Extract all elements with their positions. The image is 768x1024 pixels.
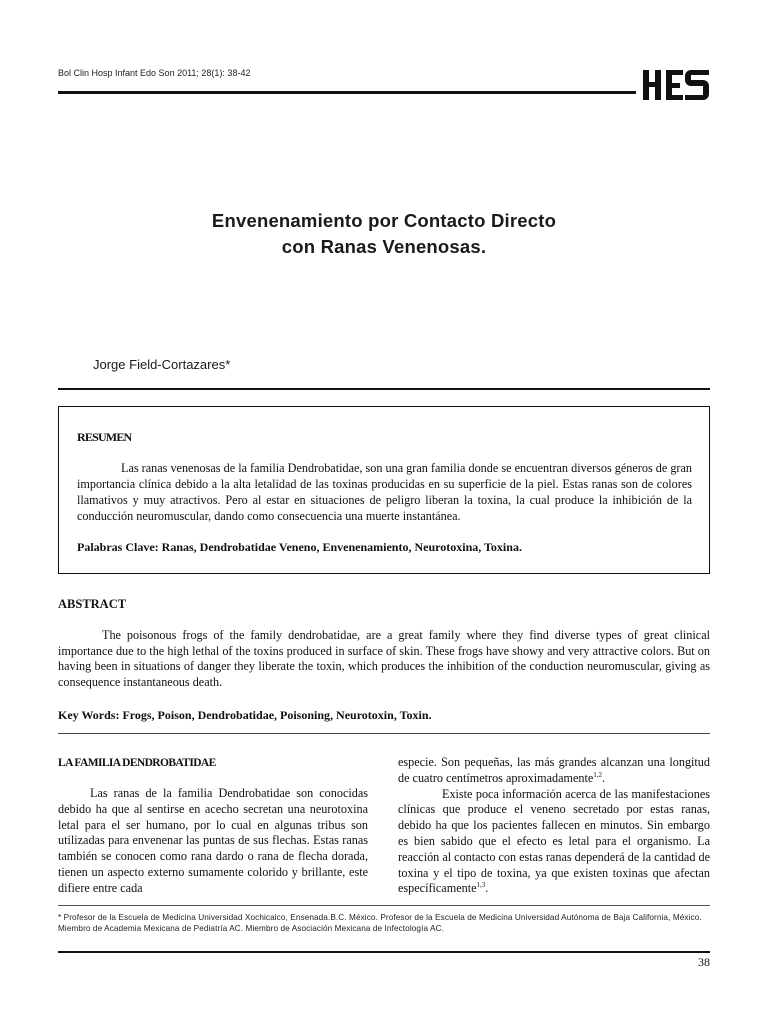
body-column-left (58, 786, 368, 897)
resumen-box (58, 406, 710, 574)
author-name: Jorge Field-Cortazares* (93, 357, 231, 372)
article-title (58, 208, 710, 260)
col2-paragraph-2 (398, 787, 710, 898)
page-number: 38 (698, 955, 710, 969)
footer-rule (58, 951, 710, 953)
title-line-2: con Ranas Venenosas. (281, 236, 487, 257)
abstract-rule (58, 733, 710, 734)
header-rule (58, 91, 636, 94)
abstract-body (58, 628, 710, 690)
resumen-keywords: Palabras Clave: Ranas, Dendrobatidae Veneno, Envenenamiento, Neurotoxina, Toxina. (77, 540, 522, 554)
col2-paragraph-2-text: Existe poca información acerca de las manifestaciones clínicas que produce el veneno secretado por estas ranas, debido ha que los pacientes fallecen en minutos. Sin embargo es bien sabido que el efecto es letal para el organismo. La reacción al contacto con estas ranas dependerá de la cantidad de toxina y el tipo de toxina, ya que existen toxinas que afectan específicamente (398, 786, 710, 896)
abstract-heading: ABSTRACT (58, 597, 127, 611)
journal-logo (641, 66, 713, 102)
resumen-heading: RESUMEN (77, 430, 132, 444)
abstract-paragraph: The poisonous frogs of the family dendrobatidae, are a great family where they find diverse types of great clinical importance due to the high lethal of the toxins produced in surface of skin. These frogs have showy and very attractive colors. But on having been in situations of danger they liberate the toxin, which produces the inhibition of the conduction neuromuscular, giving as consequence instantaneous death. (58, 628, 710, 689)
body-column-right (398, 755, 710, 897)
footnote-rule (58, 905, 710, 906)
abstract-keywords: Key Words: Frogs, Poison, Dendrobatidae, Poisoning, Neurotoxin, Toxin. (58, 708, 432, 722)
author-rule (58, 388, 710, 390)
col1-paragraph: Las ranas de la familia Dendrobatidae son conocidas debido ha que al sentirse en acecho secretan una neurotoxina letal para el ser humano, por lo cual en algunas tribus son utilizadas para envenenar las puntas de sus flechas. Estas ranas también se conocen como rana dardo o rana de flecha dorada, tienen un aspecto externo sumamente colorido y brillante, este difiere entre cada (58, 786, 368, 895)
citation-ref: 1,2 (593, 770, 603, 779)
col2-paragraph-1-text: especie. Son pequeñas, las más grandes alcanzan una longitud de cuatro centímetros aproximadamente (398, 755, 710, 785)
col2-paragraph-1 (398, 755, 710, 787)
citation-ref: 1,3 (476, 881, 486, 890)
journal-citation: Bol Clin Hosp Infant Edo Son 2011; 28(1): 38-42 (58, 68, 251, 78)
col2-paragraph-1-end: . (602, 770, 606, 785)
title-line-1: Envenenamiento por Contacto Directo (211, 210, 557, 231)
resumen-paragraph: Las ranas venenosas de la familia Dendrobatidae, son una gran familia donde se encuentran diversos géneros de gran importancia clínica debido a la alta letalidad de las toxinas producidas en su superficie de la piel. Estas ranas son de colores llamativos y muy atractivos. Pero al estar en situaciones de peligro liberan la toxina, la cual produce la inhibición de la conducción neuromuscular, dando como consecuencia una muerte instantánea. (77, 461, 692, 523)
col2-paragraph-2-end: . (485, 881, 489, 896)
author-footnote: * Profesor de la Escuela de Medicina Universidad Xochicalco, Ensenada.B.C. México. Profesor de la Escuela de Medicina Universidad Autónoma de Baja California, México. Miembro de Academia Mexicana de Pediatría AC. Miembro de Asociación Mexicana de Infectología AC. (58, 913, 702, 933)
section-heading: LA FAMILIA DENDROBATIDAE (58, 757, 216, 769)
resumen-body (77, 460, 692, 524)
